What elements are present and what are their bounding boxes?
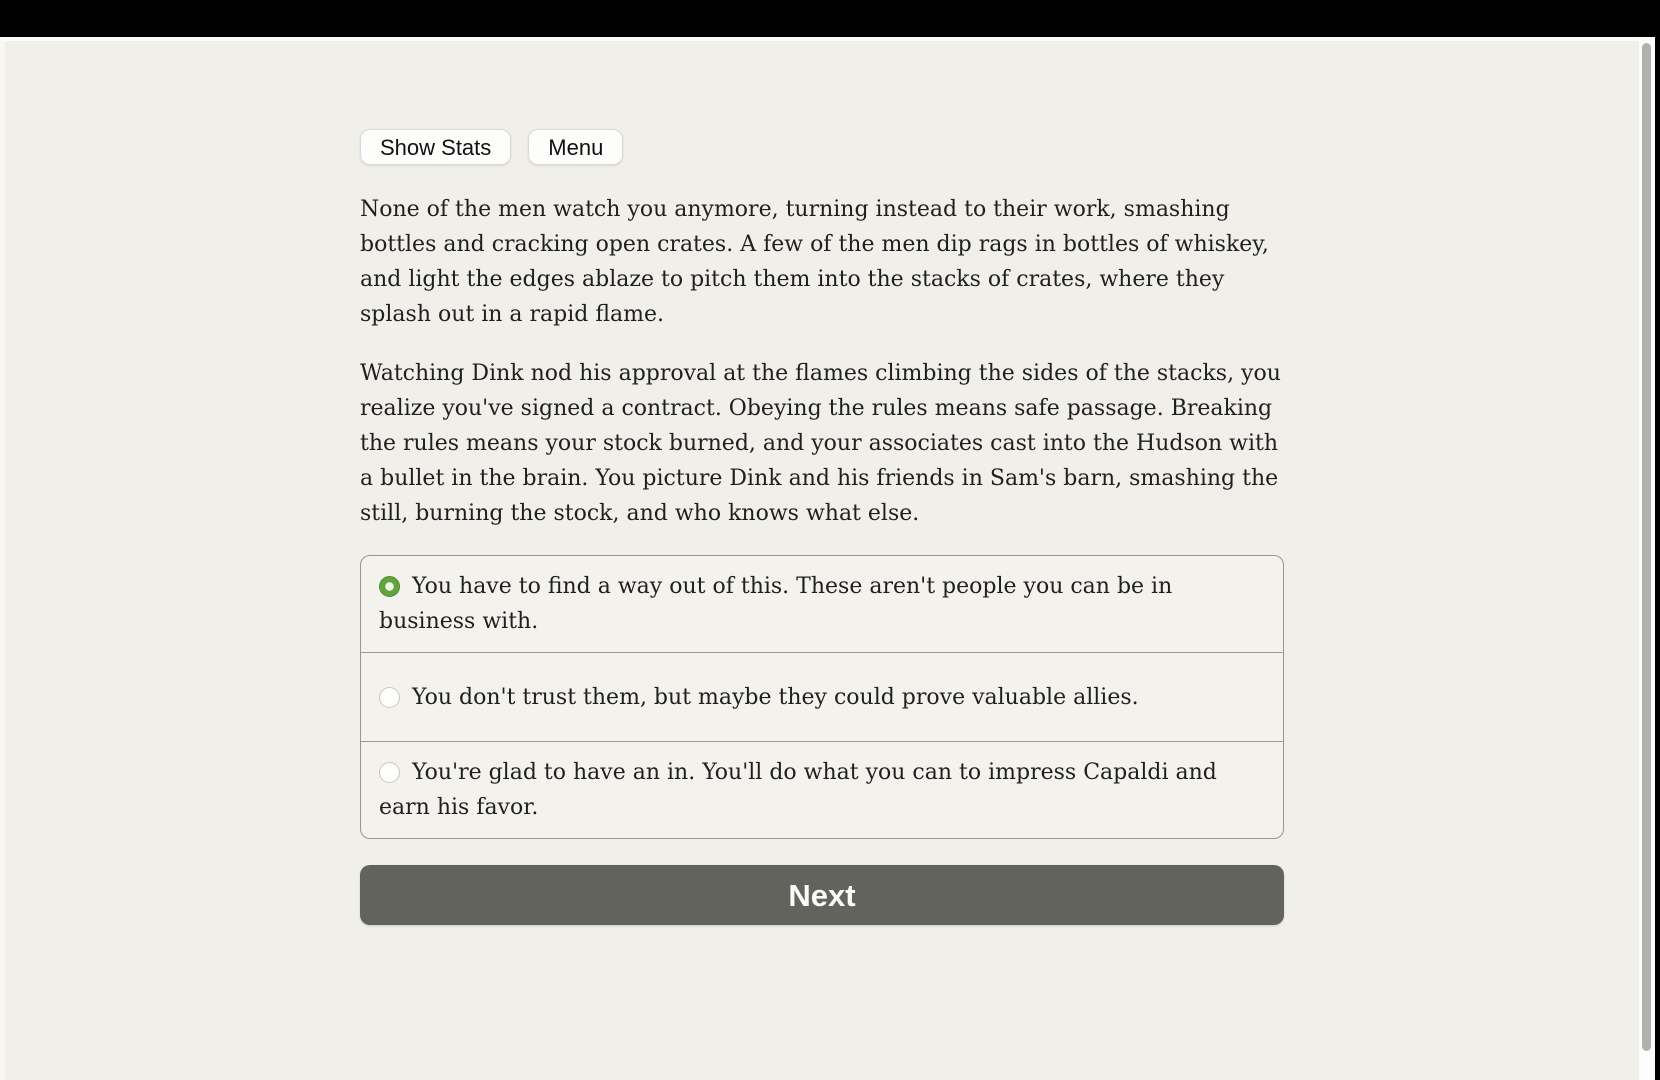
menu-button[interactable]: Menu (528, 129, 623, 165)
choice-label: You have to find a way out of this. These aren't people you can be in business with. (379, 574, 1173, 634)
scrollbar[interactable] (1639, 41, 1655, 1080)
choice-text (379, 755, 1265, 825)
top-black-bar (0, 0, 1660, 37)
toolbar (360, 129, 1284, 165)
choice-label: You don't trust them, but maybe they could prove valuable allies. (412, 684, 1139, 710)
choice-option-2[interactable] (361, 652, 1283, 741)
story-paragraph: Watching Dink nod his approval at the flames climbing the sides of the stacks, you realize you've signed a contract. Obeying the rules means safe passage. Breaking the rules means your stock burned, and your associates cast into the Hudson with a bullet in the brain. You picture Dink and his friends in Sam's barn, smashing the still, burning the stock, and who knows what else. (360, 361, 1281, 526)
choice-option-3[interactable] (361, 741, 1283, 838)
choice-text (379, 569, 1265, 639)
radio-button-icon[interactable] (379, 576, 400, 597)
content-column (360, 129, 1284, 925)
game-page (0, 37, 1655, 1080)
show-stats-button[interactable]: Show Stats (360, 129, 511, 165)
choice-option-1[interactable] (361, 556, 1283, 652)
radio-button-icon[interactable] (379, 687, 400, 708)
next-button[interactable]: Next (360, 865, 1284, 925)
radio-button-icon[interactable] (379, 762, 400, 783)
story-text (360, 192, 1284, 531)
choice-text (379, 680, 1139, 715)
choice-label: You're glad to have an in. You'll do what you can to impress Capaldi and earn his favor. (379, 760, 1217, 820)
story-paragraph: None of the men watch you anymore, turning instead to their work, smashing bottles and cracking open crates. A few of the men dip rags in bottles of whiskey, and light the edges ablaze to pitch them into the stacks of crates, where they splash out in a rapid flame. (360, 197, 1269, 327)
scrollbar-thumb[interactable] (1642, 43, 1651, 1051)
choice-list (360, 555, 1284, 839)
